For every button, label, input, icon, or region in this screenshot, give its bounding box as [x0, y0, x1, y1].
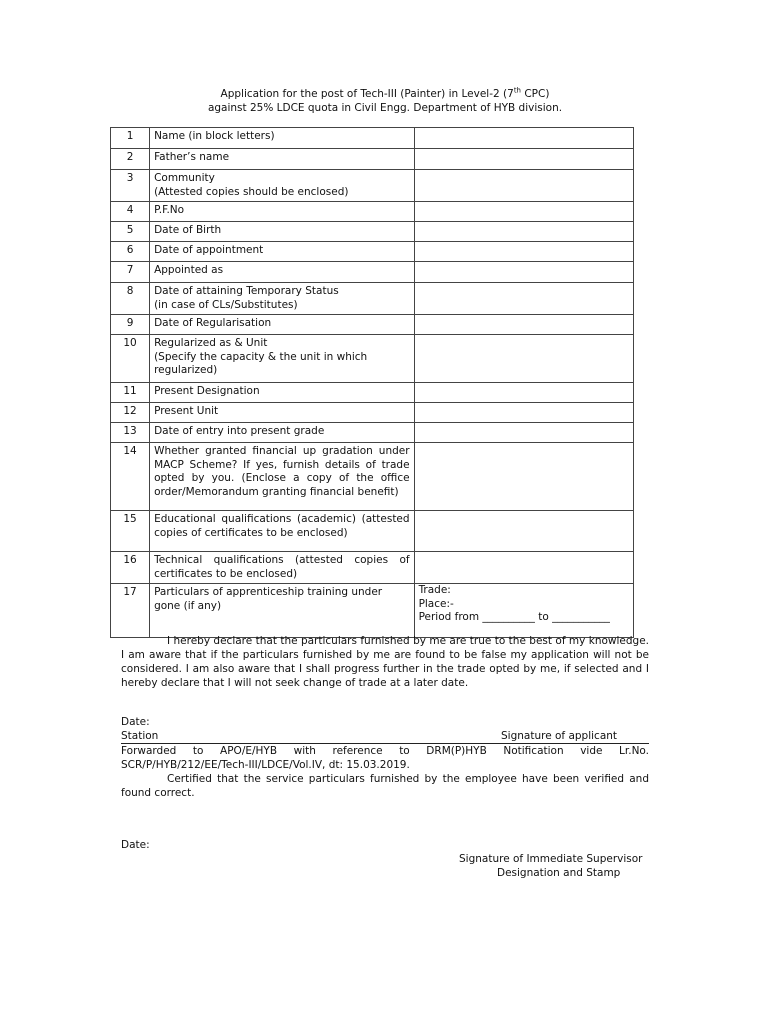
table-row: [111, 262, 634, 283]
row-number: 4: [111, 202, 150, 222]
table-row: [111, 283, 634, 315]
row-number: 12: [111, 403, 150, 423]
row-value-field[interactable]: [414, 403, 633, 423]
row-label: Name (in block letters): [150, 128, 415, 149]
row-number: 6: [111, 242, 150, 262]
table-row: [111, 128, 634, 149]
row-label: Date of attaining Temporary Status (in case of CLs/Substitutes): [150, 283, 415, 315]
row-value-field[interactable]: [414, 423, 633, 443]
row-number: 11: [111, 383, 150, 403]
row-number: 9: [111, 315, 150, 335]
row-label: Regularized as & Unit (Specify the capacity & the unit in which regularized): [150, 335, 415, 383]
date-label-2: Date:: [121, 839, 150, 851]
row-value-field[interactable]: [414, 383, 633, 403]
row-label: Particulars of apprenticeship training under gone (if any): [150, 584, 415, 638]
table-row: [111, 511, 634, 552]
apprenticeship-period-line: Period from __________ to ___________: [418, 611, 610, 623]
row-number: 8: [111, 283, 150, 315]
row-value-field[interactable]: [414, 222, 633, 242]
row-value-field[interactable]: [414, 149, 633, 170]
application-table: [110, 127, 634, 638]
row-number: 14: [111, 443, 150, 511]
form-title-line1: Application for the post of Tech-III (Painter) in Level-2 (7th CPC): [220, 86, 550, 100]
table-row: [111, 423, 634, 443]
applicant-signature-label: Signature of applicant: [501, 730, 618, 742]
apprenticeship-place-line: Place:-: [418, 597, 454, 610]
row-number: 16: [111, 552, 150, 584]
row-value-field[interactable]: [414, 262, 633, 283]
row-value-field[interactable]: [414, 315, 633, 335]
row-label: Present Designation: [150, 383, 415, 403]
row-number: 10: [111, 335, 150, 383]
row-value-field[interactable]: [414, 335, 633, 383]
table-row: [111, 242, 634, 262]
row-label: Father’s name: [150, 149, 415, 170]
form-title-line2: against 25% LDCE quota in Civil Engg. Department of HYB division.: [207, 102, 563, 114]
table-row: [111, 584, 634, 638]
row-label: Community (Attested copies should be enclosed): [150, 170, 415, 202]
row-label: Date of appointment: [150, 242, 415, 262]
row-label: P.F.No: [150, 202, 415, 222]
row-label: Date of Regularisation: [150, 315, 415, 335]
row-value-field[interactable]: [414, 170, 633, 202]
table-row: [111, 443, 634, 511]
row-number: 5: [111, 222, 150, 242]
row-value-field[interactable]: [414, 202, 633, 222]
forwarded-text: Forwarded to APO/E/HYB with reference to DRM(P)HYB Notification vide Lr.No. SCR/P/HYB/212/EE/Tech-III/LDCE/Vol.IV, dt: 15.03.2019.: [121, 745, 649, 771]
row-label: Appointed as: [150, 262, 415, 283]
table-row: [111, 552, 634, 584]
row-label: Technical qualifications (attested copies of certificates to be enclosed): [150, 552, 415, 584]
row-number: 2: [111, 149, 150, 170]
row-label: Present Unit: [150, 403, 415, 423]
table-row: [111, 335, 634, 383]
row-number: 3: [111, 170, 150, 202]
row-value-field[interactable]: [414, 511, 633, 552]
certified-text: Certified that the service particulars furnished by the employee have been verified and found correct.: [121, 773, 649, 799]
table-row: [111, 315, 634, 335]
table-row: [111, 222, 634, 242]
row-label: Date of entry into present grade: [150, 423, 415, 443]
row-value-field[interactable]: [414, 128, 633, 149]
row-number: 13: [111, 423, 150, 443]
apprenticeship-trade-line: Trade:: [418, 584, 451, 596]
row-value-field[interactable]: [414, 584, 633, 638]
table-row: [111, 383, 634, 403]
supervisor-signature-label: Signature of Immediate Supervisor: [459, 853, 643, 865]
table-row: [111, 149, 634, 170]
date-label: Date:: [121, 716, 150, 728]
row-value-field[interactable]: [414, 443, 633, 511]
row-value-field[interactable]: [414, 552, 633, 584]
declaration-text: I hereby declare that the particulars furnished by me are true to the best of my knowledge. I am aware that if the particulars furnished by me are found to be false my application will not be considered. I am also aware that I shall progress further in the trade opted by me, if selected and I hereby declare that I will not seek change of trade at a later date.: [121, 635, 649, 689]
row-label: Date of Birth: [150, 222, 415, 242]
row-number: 17: [111, 584, 150, 638]
table-row: [111, 202, 634, 222]
row-number: 1: [111, 128, 150, 149]
designation-stamp-label: Designation and Stamp: [497, 867, 621, 879]
table-row: [111, 403, 634, 423]
row-value-field[interactable]: [414, 242, 633, 262]
station-label: Station: [121, 730, 159, 742]
row-value-field[interactable]: [414, 283, 633, 315]
row-label: Whether granted financial up gradation under MACP Scheme? If yes, furnish details of trade opted by you. (Enclose a copy of the office order/Memorandum granting financial benefit): [150, 443, 415, 511]
row-number: 7: [111, 262, 150, 283]
row-label: Educational qualifications (academic) (attested copies of certificates to be enclosed): [150, 511, 415, 552]
table-row: [111, 170, 634, 202]
row-number: 15: [111, 511, 150, 552]
